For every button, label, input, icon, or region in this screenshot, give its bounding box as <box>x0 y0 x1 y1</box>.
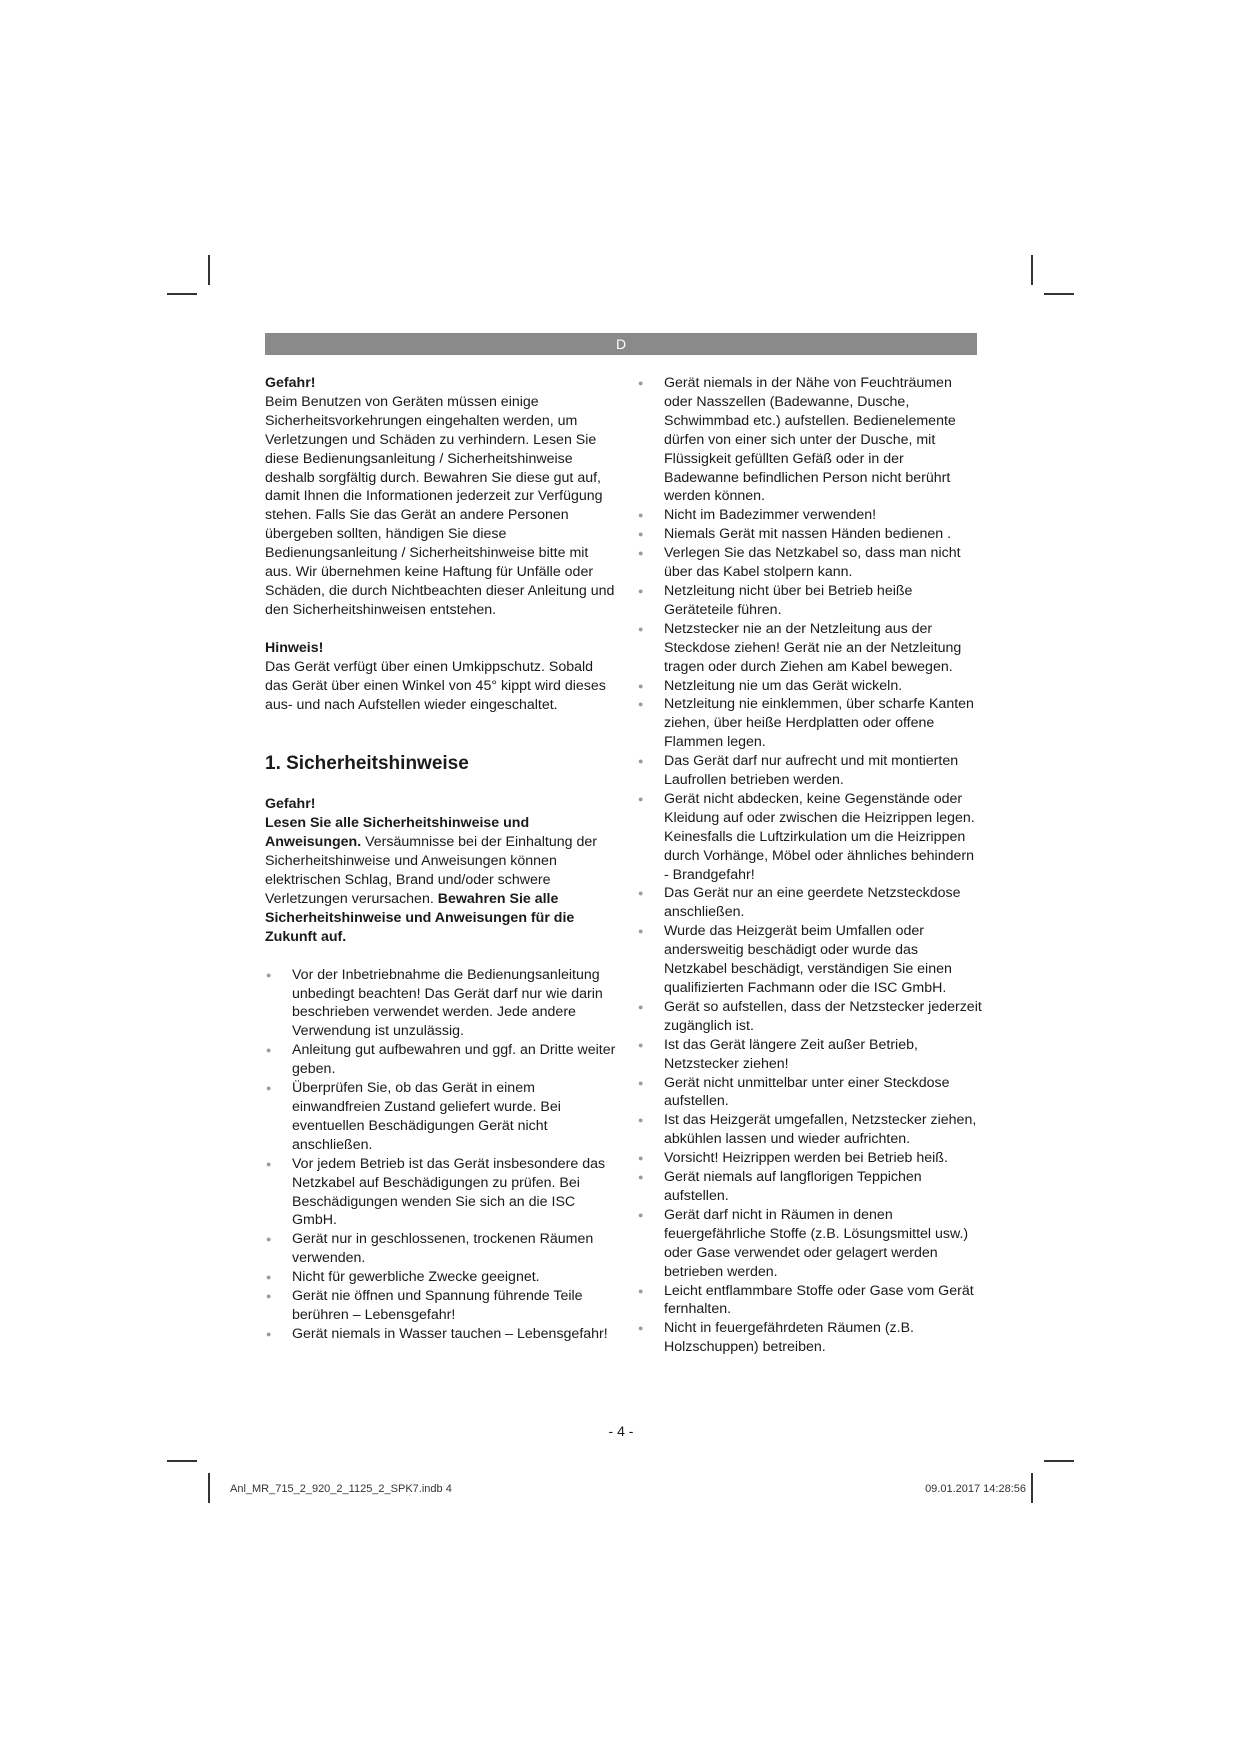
list-item: ● Wurde das Heizgerät beim Umfallen oder andersweitig beschädigt oder wurde das Netzkabel beschädigt, verständigen Sie einen qualifizierten Fachmann oder die ISC GmbH. <box>637 922 982 998</box>
danger-body: Versäumnisse bei der Einhaltung der Sicherheitshinweise und Anweisungen können elektrischen Schlag, Brand und/oder schwere Verletzungen verursachen. <box>265 834 597 907</box>
crop-mark <box>167 1460 197 1462</box>
crop-mark <box>1031 255 1033 285</box>
left-column <box>265 374 617 1344</box>
list-item: ● Das Gerät darf nur aufrecht und mit montierten Laufrollen betrieben werden. <box>637 752 982 790</box>
list-item: ● Gerät nicht unmittelbar unter einer Steckdose aufstellen. <box>637 1074 982 1112</box>
list-item: ● Gerät nie öffnen und Spannung führende Teile berühren – Lebensgefahr! <box>265 1287 617 1325</box>
list-item: ● Anleitung gut aufbewahren und ggf. an Dritte weiter geben. <box>265 1041 617 1079</box>
danger-paragraph <box>265 814 617 946</box>
danger-text: Beim Benutzen von Geräten müssen einige Sicherheitsvorkehrungen eingehalten werden, um Verletzungen und Schäden zu verhindern. Lesen Sie diese Bedienungsanleitung / Sicherheitshinweise deshalb sorgfältig durch. Bewahren Sie diese gut auf, damit Ihnen die Informationen jederzeit zur Verfügung stehen. Falls Sie das Gerät an andere Personen übergeben sollten, händigen Sie diese Bedienungsanleitung / Sicherheitshinweise bitte mit aus. Wir übernehmen keine Haftung für Unfälle oder Schäden, die durch Nichtbeachten dieser Anleitung und den Sicherheitshinweisen entstehen. <box>265 393 615 618</box>
list-item: ● Leicht entflammbare Stoffe oder Gase vom Gerät fernhalten. <box>637 1282 982 1320</box>
list-item: ● Netzstecker nie an der Netzleitung aus der Steckdose ziehen! Gerät nie an der Netzleitung tragen oder durch Ziehen am Kabel bewegen. <box>637 620 982 677</box>
list-item: ● Das Gerät nur an eine geerdete Netzsteckdose anschließen. <box>637 884 982 922</box>
list-item: ● Gerät nur in geschlossenen, trockenen Räumen verwenden. <box>265 1230 617 1268</box>
list-item: ● Nicht für gewerbliche Zwecke geeignet. <box>265 1268 617 1287</box>
list-item: ● Vor der Inbetriebnahme die Bedienungsanleitung unbedingt beachten! Das Gerät darf nur wie darin beschrieben verwendet werden. Jede andere Verwendung ist unzulässig. <box>265 966 617 1042</box>
footer-date-time: 09.01.2017 14:28:56 <box>925 1483 1026 1495</box>
list-item: ● Gerät niemals in der Nähe von Feuchträumen oder Nasszellen (Badewanne, Dusche, Schwimmbad etc.) aufstellen. Bedienelemente dürfen von einer sich unter der Dusche, mit Flüssigkeit gefüllten Gefäß oder in der Badewanne befindlichen Person nicht berührt werden können. <box>637 374 982 506</box>
crop-mark <box>208 1473 210 1503</box>
list-item: ● Nicht im Badezimmer verwenden! <box>637 506 982 525</box>
list-item: ● Niemals Gerät mit nassen Händen bedienen . <box>637 525 982 544</box>
crop-mark <box>1044 1460 1074 1462</box>
list-item: ● Vor jedem Betrieb ist das Gerät insbesondere das Netzkabel auf Beschädigungen zu prüfen. Bei Beschädigungen wenden Sie sich an die ISC GmbH. <box>265 1155 617 1231</box>
list-item: ● Netzleitung nie einklemmen, über scharfe Kanten ziehen, über heiße Herdplatten oder offene Flammen legen. <box>637 695 982 752</box>
danger-title: Gefahr! <box>265 796 316 813</box>
safety-list-right <box>637 374 982 1357</box>
list-item: ● Überprüfen Sie, ob das Gerät in einem einwandfreien Zustand geliefert wurde. Bei eventuellen Beschädigungen Gerät nicht anschließen. <box>265 1079 617 1155</box>
section-title: 1. Sicherheitshinweise <box>265 753 469 775</box>
list-item: ● Nicht in feuergefährdeten Räumen (z.B. Holzschuppen) betreiben. <box>637 1319 982 1357</box>
danger-bold-tail: Bewahren Sie alle Sicherheitshinweise und Anweisungen für die Zukunft auf. <box>265 890 575 945</box>
list-item: ● Gerät niemals auf langflorigen Teppichen aufstellen. <box>637 1168 982 1206</box>
list-item: ● Netzleitung nie um das Gerät wickeln. <box>637 677 982 696</box>
list-item: ● Ist das Heizgerät umgefallen, Netzstecker ziehen, abkühlen lassen und wieder aufrichten. <box>637 1111 982 1149</box>
list-item: ● Gerät nicht abdecken, keine Gegenstände oder Kleidung auf oder zwischen die Heizrippen legen. Keinesfalls die Luftzirkulation um die Heizrippen durch Vorhänge, Möbel oder ähnliches behindern - Brandgefahr! <box>637 790 982 885</box>
language-header-bar: D <box>265 333 977 355</box>
note-text: Das Gerät verfügt über einen Umkippschutz. Sobald das Gerät über einen Winkel von 45° kippt wird dieses aus- und nach Aufstellen wieder eingeschaltet. <box>265 658 606 713</box>
crop-mark <box>1044 293 1074 295</box>
page-number: - 4 - <box>608 1423 634 1439</box>
danger-bold-lead: Lesen Sie alle Sicherheitshinweise und Anweisungen. <box>265 815 530 851</box>
crop-mark <box>208 255 210 285</box>
list-item: ● Vorsicht! Heizrippen werden bei Betrieb heiß. <box>637 1149 982 1168</box>
right-column <box>637 374 982 1357</box>
safety-list-left <box>265 966 617 1344</box>
list-item: ● Gerät niemals in Wasser tauchen – Lebensgefahr! <box>265 1325 617 1344</box>
list-item: ● Verlegen Sie das Netzkabel so, dass man nicht über das Kabel stolpern kann. <box>637 544 982 582</box>
crop-mark <box>1031 1473 1033 1503</box>
list-item: ● Gerät darf nicht in Räumen in denen feuergefährliche Stoffe (z.B. Lösungsmittel usw.) oder Gase verwendet oder gelagert werden betrieben werden. <box>637 1206 982 1282</box>
note-title: Hinweis! <box>265 639 324 656</box>
list-item: ● Ist das Gerät längere Zeit außer Betrieb, Netzstecker ziehen! <box>637 1036 982 1074</box>
crop-mark <box>167 293 197 295</box>
list-item: ● Gerät so aufstellen, dass der Netzstecker jederzeit zugänglich ist. <box>637 998 982 1036</box>
list-item: ● Netzleitung nicht über bei Betrieb heiße Geräteteile führen. <box>637 582 982 620</box>
footer-file-name: Anl_MR_715_2_920_2_1125_2_SPK7.indb 4 <box>230 1483 452 1495</box>
danger-title: Gefahr! <box>265 375 316 391</box>
